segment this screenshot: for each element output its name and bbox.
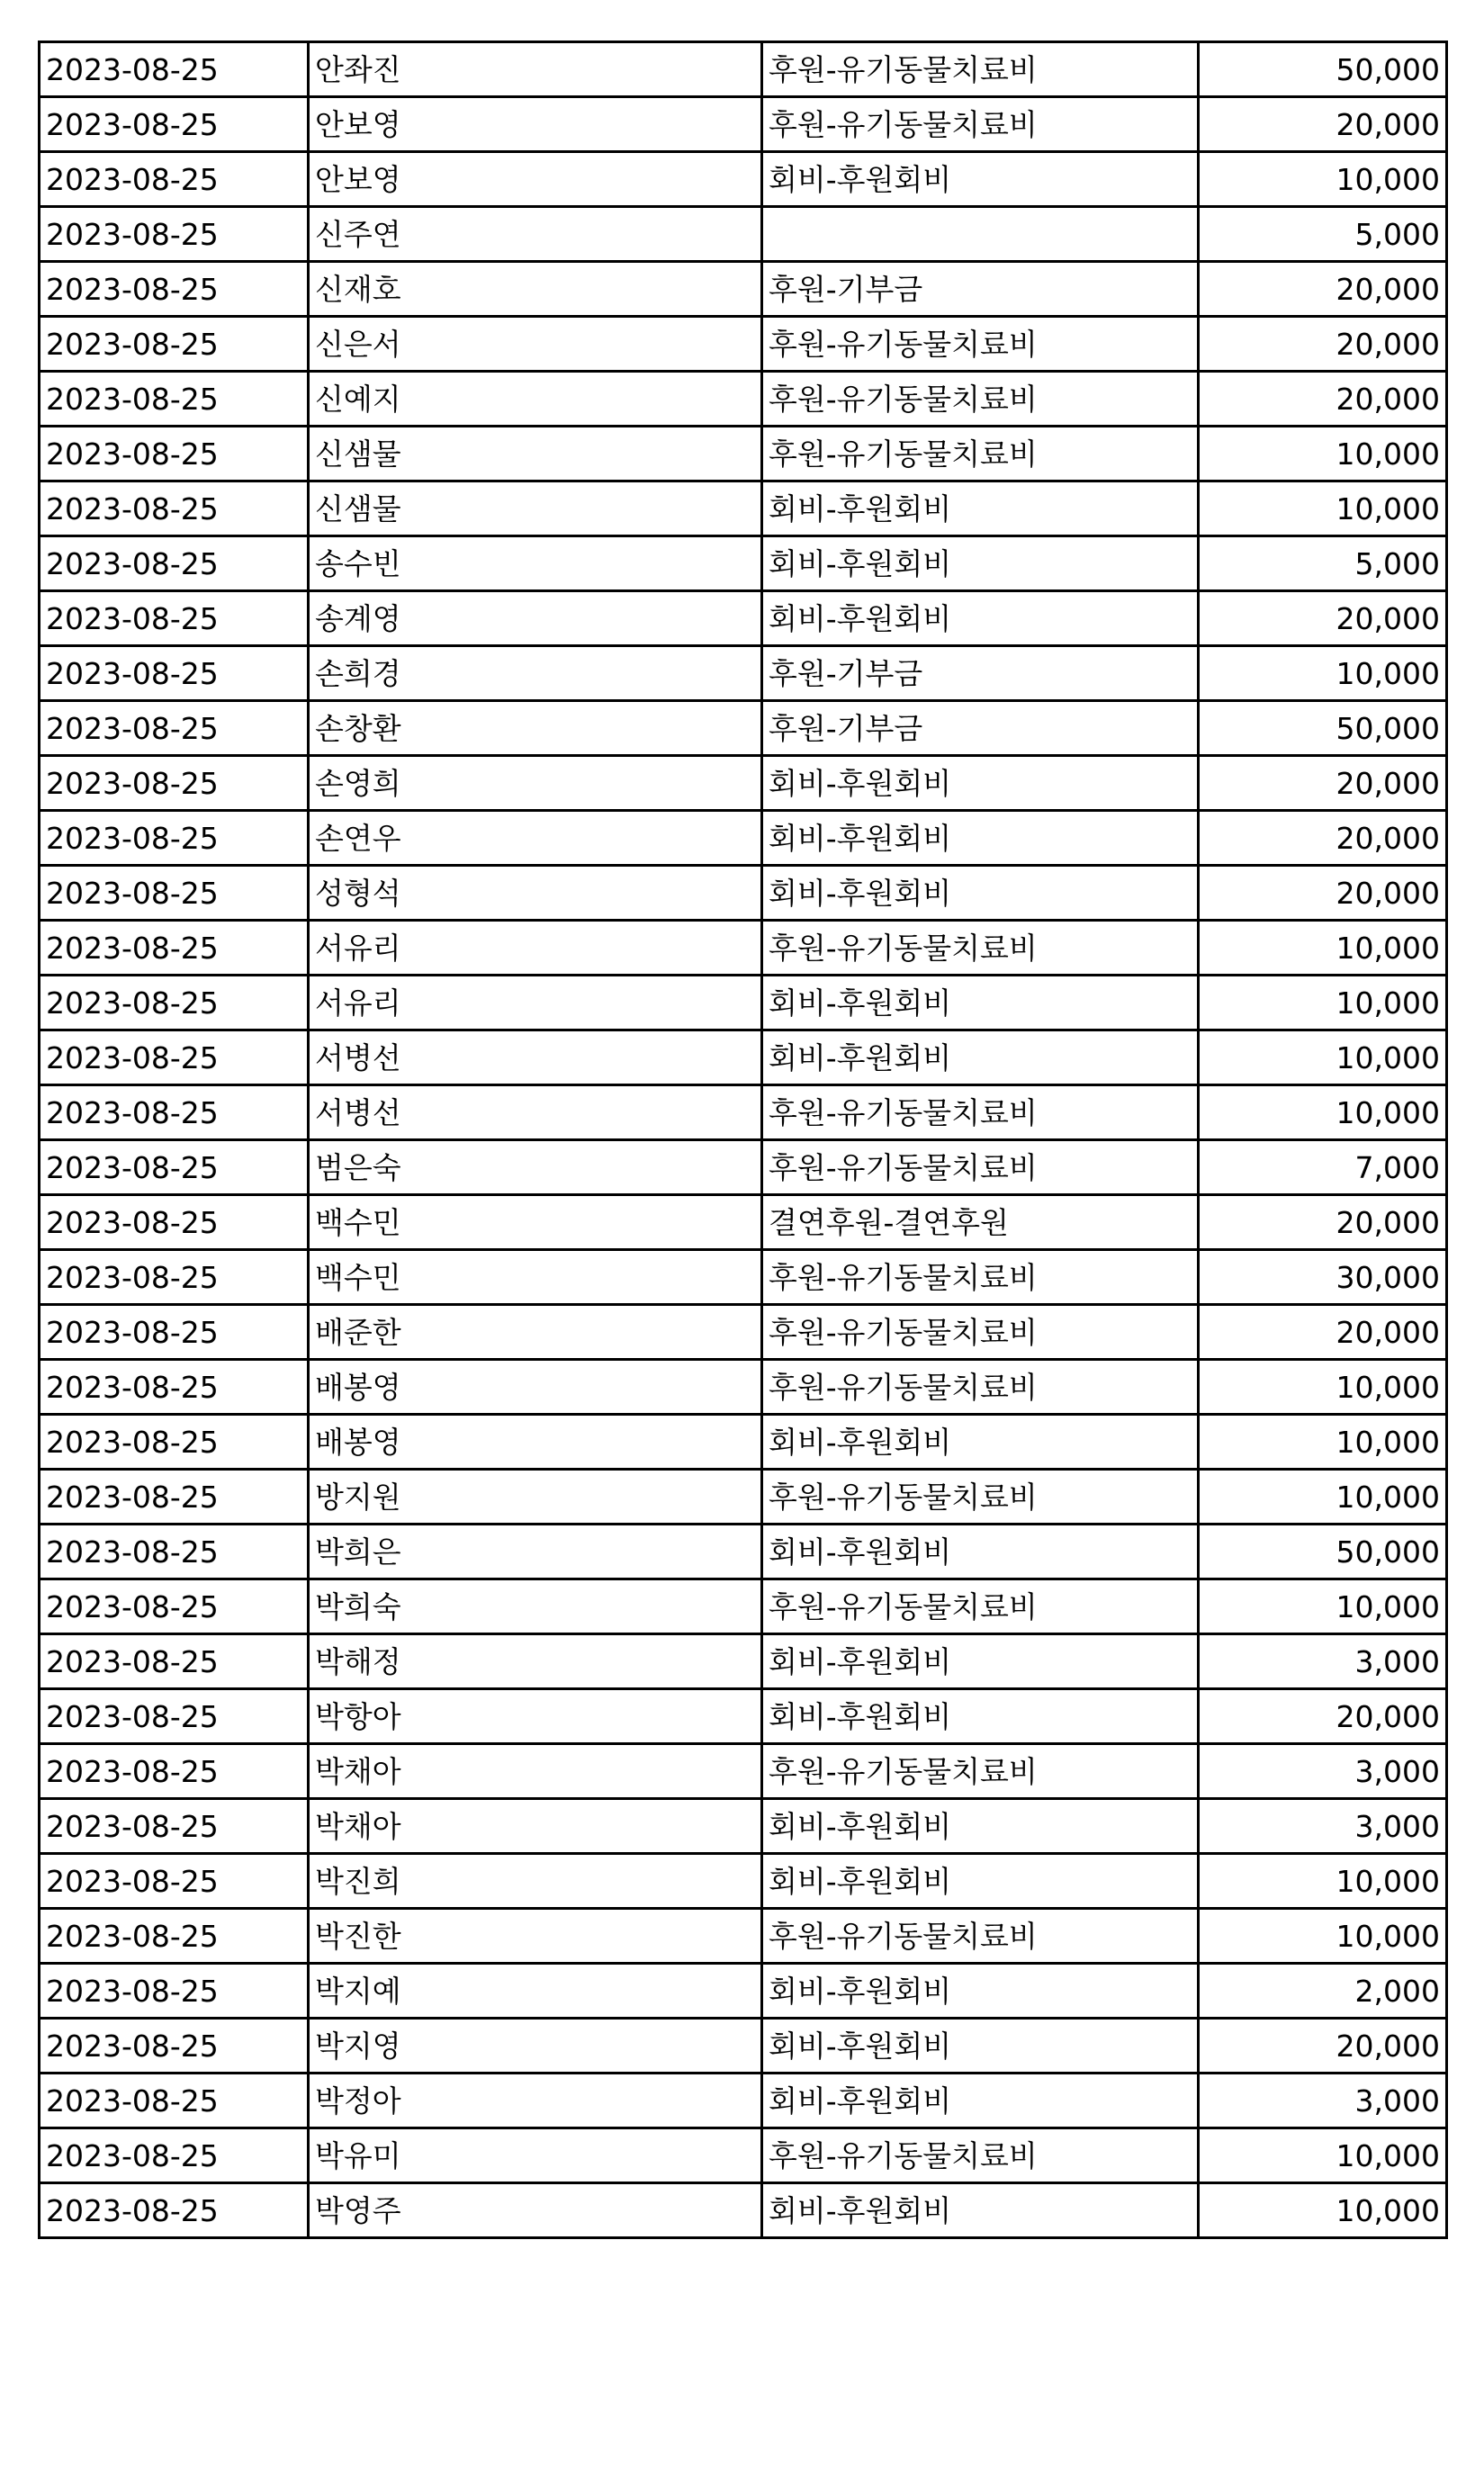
amount-cell: 50,000 bbox=[1199, 1525, 1447, 1579]
name-cell: 송계영 bbox=[309, 591, 762, 646]
category-cell: 후원-유기동물치료비 bbox=[762, 1085, 1199, 1140]
name-cell: 서유리 bbox=[309, 976, 762, 1030]
table-row bbox=[40, 1470, 1447, 1525]
name-cell: 손영희 bbox=[309, 756, 762, 811]
date-cell: 2023-08-25 bbox=[40, 152, 309, 207]
category-cell: 회비-후원회비 bbox=[762, 536, 1199, 591]
amount-cell: 50,000 bbox=[1199, 701, 1447, 756]
category-cell: 후원-유기동물치료비 bbox=[762, 317, 1199, 372]
table-row bbox=[40, 427, 1447, 481]
table-row bbox=[40, 97, 1447, 152]
category-cell: 회비-후원회비 bbox=[762, 2074, 1199, 2128]
category-cell: 회비-후원회비 bbox=[762, 866, 1199, 921]
date-cell: 2023-08-25 bbox=[40, 1579, 309, 1634]
name-cell: 방지원 bbox=[309, 1470, 762, 1525]
amount-cell: 2,000 bbox=[1199, 1964, 1447, 2019]
category-cell: 후원-유기동물치료비 bbox=[762, 1744, 1199, 1799]
table-row bbox=[40, 536, 1447, 591]
amount-cell: 10,000 bbox=[1199, 1579, 1447, 1634]
category-cell: 회비-후원회비 bbox=[762, 2183, 1199, 2238]
category-cell: 후원-유기동물치료비 bbox=[762, 372, 1199, 427]
amount-cell: 20,000 bbox=[1199, 811, 1447, 866]
name-cell: 서유리 bbox=[309, 921, 762, 976]
table-row bbox=[40, 2128, 1447, 2183]
date-cell: 2023-08-25 bbox=[40, 1250, 309, 1305]
date-cell: 2023-08-25 bbox=[40, 2183, 309, 2238]
amount-cell: 10,000 bbox=[1199, 481, 1447, 536]
date-cell: 2023-08-25 bbox=[40, 481, 309, 536]
amount-cell: 10,000 bbox=[1199, 1415, 1447, 1470]
table-row bbox=[40, 1525, 1447, 1579]
name-cell: 안보영 bbox=[309, 97, 762, 152]
name-cell: 신재호 bbox=[309, 262, 762, 317]
amount-cell: 10,000 bbox=[1199, 1470, 1447, 1525]
date-cell: 2023-08-25 bbox=[40, 921, 309, 976]
amount-cell: 10,000 bbox=[1199, 976, 1447, 1030]
category-cell: 회비-후원회비 bbox=[762, 756, 1199, 811]
category-cell bbox=[762, 207, 1199, 262]
category-cell: 후원-유기동물치료비 bbox=[762, 1579, 1199, 1634]
date-cell: 2023-08-25 bbox=[40, 1634, 309, 1689]
amount-cell: 20,000 bbox=[1199, 1689, 1447, 1744]
table-row bbox=[40, 2019, 1447, 2074]
amount-cell: 20,000 bbox=[1199, 372, 1447, 427]
date-cell: 2023-08-25 bbox=[40, 1195, 309, 1250]
amount-cell: 10,000 bbox=[1199, 2128, 1447, 2183]
name-cell: 신은서 bbox=[309, 317, 762, 372]
table-row bbox=[40, 1140, 1447, 1195]
table-row bbox=[40, 976, 1447, 1030]
table-row bbox=[40, 317, 1447, 372]
name-cell: 백수민 bbox=[309, 1195, 762, 1250]
amount-cell: 50,000 bbox=[1199, 42, 1447, 97]
table-row bbox=[40, 152, 1447, 207]
amount-cell: 10,000 bbox=[1199, 427, 1447, 481]
category-cell: 회비-후원회비 bbox=[762, 1030, 1199, 1085]
date-cell: 2023-08-25 bbox=[40, 1525, 309, 1579]
table-row bbox=[40, 701, 1447, 756]
category-cell: 후원-유기동물치료비 bbox=[762, 1140, 1199, 1195]
table-row bbox=[40, 1909, 1447, 1964]
amount-cell: 20,000 bbox=[1199, 1195, 1447, 1250]
table-row bbox=[40, 756, 1447, 811]
category-cell: 회비-후원회비 bbox=[762, 591, 1199, 646]
category-cell: 회비-후원회비 bbox=[762, 1689, 1199, 1744]
amount-cell: 20,000 bbox=[1199, 866, 1447, 921]
name-cell: 손희경 bbox=[309, 646, 762, 701]
amount-cell: 20,000 bbox=[1199, 756, 1447, 811]
date-cell: 2023-08-25 bbox=[40, 811, 309, 866]
table-row bbox=[40, 646, 1447, 701]
amount-cell: 10,000 bbox=[1199, 1030, 1447, 1085]
name-cell: 박유미 bbox=[309, 2128, 762, 2183]
name-cell: 박지예 bbox=[309, 1964, 762, 2019]
name-cell: 박희은 bbox=[309, 1525, 762, 1579]
name-cell: 박채아 bbox=[309, 1744, 762, 1799]
name-cell: 성형석 bbox=[309, 866, 762, 921]
name-cell: 박지영 bbox=[309, 2019, 762, 2074]
name-cell: 박영주 bbox=[309, 2183, 762, 2238]
table-row bbox=[40, 1799, 1447, 1854]
category-cell: 회비-후원회비 bbox=[762, 481, 1199, 536]
category-cell: 회비-후원회비 bbox=[762, 1525, 1199, 1579]
amount-cell: 10,000 bbox=[1199, 1909, 1447, 1964]
amount-cell: 20,000 bbox=[1199, 591, 1447, 646]
name-cell: 박희숙 bbox=[309, 1579, 762, 1634]
date-cell: 2023-08-25 bbox=[40, 1964, 309, 2019]
table-row bbox=[40, 2183, 1447, 2238]
name-cell: 배봉영 bbox=[309, 1360, 762, 1415]
category-cell: 회비-후원회비 bbox=[762, 2019, 1199, 2074]
name-cell: 박해정 bbox=[309, 1634, 762, 1689]
amount-cell: 10,000 bbox=[1199, 921, 1447, 976]
name-cell: 신샘물 bbox=[309, 481, 762, 536]
amount-cell: 20,000 bbox=[1199, 97, 1447, 152]
date-cell: 2023-08-25 bbox=[40, 1470, 309, 1525]
amount-cell: 10,000 bbox=[1199, 1854, 1447, 1909]
donation-ledger-table bbox=[38, 40, 1448, 2239]
name-cell: 신주연 bbox=[309, 207, 762, 262]
amount-cell: 20,000 bbox=[1199, 317, 1447, 372]
table-row bbox=[40, 207, 1447, 262]
table-row bbox=[40, 811, 1447, 866]
date-cell: 2023-08-25 bbox=[40, 756, 309, 811]
name-cell: 손창환 bbox=[309, 701, 762, 756]
date-cell: 2023-08-25 bbox=[40, 646, 309, 701]
table-row bbox=[40, 1634, 1447, 1689]
category-cell: 후원-기부금 bbox=[762, 262, 1199, 317]
category-cell: 후원-유기동물치료비 bbox=[762, 427, 1199, 481]
date-cell: 2023-08-25 bbox=[40, 372, 309, 427]
date-cell: 2023-08-25 bbox=[40, 1085, 309, 1140]
date-cell: 2023-08-25 bbox=[40, 1415, 309, 1470]
name-cell: 송수빈 bbox=[309, 536, 762, 591]
amount-cell: 3,000 bbox=[1199, 1799, 1447, 1854]
date-cell: 2023-08-25 bbox=[40, 2128, 309, 2183]
table-row bbox=[40, 591, 1447, 646]
name-cell: 신샘물 bbox=[309, 427, 762, 481]
category-cell: 후원-기부금 bbox=[762, 701, 1199, 756]
category-cell: 회비-후원회비 bbox=[762, 976, 1199, 1030]
date-cell: 2023-08-25 bbox=[40, 591, 309, 646]
category-cell: 후원-유기동물치료비 bbox=[762, 921, 1199, 976]
table-row bbox=[40, 372, 1447, 427]
amount-cell: 10,000 bbox=[1199, 646, 1447, 701]
amount-cell: 30,000 bbox=[1199, 1250, 1447, 1305]
date-cell: 2023-08-25 bbox=[40, 2019, 309, 2074]
table-row bbox=[40, 1250, 1447, 1305]
category-cell: 회비-후원회비 bbox=[762, 1799, 1199, 1854]
amount-cell: 3,000 bbox=[1199, 2074, 1447, 2128]
amount-cell: 10,000 bbox=[1199, 152, 1447, 207]
amount-cell: 7,000 bbox=[1199, 1140, 1447, 1195]
name-cell: 안좌진 bbox=[309, 42, 762, 97]
date-cell: 2023-08-25 bbox=[40, 1689, 309, 1744]
date-cell: 2023-08-25 bbox=[40, 1360, 309, 1415]
amount-cell: 5,000 bbox=[1199, 207, 1447, 262]
amount-cell: 10,000 bbox=[1199, 1085, 1447, 1140]
table-row bbox=[40, 1744, 1447, 1799]
name-cell: 안보영 bbox=[309, 152, 762, 207]
name-cell: 배준한 bbox=[309, 1305, 762, 1360]
date-cell: 2023-08-25 bbox=[40, 262, 309, 317]
amount-cell: 5,000 bbox=[1199, 536, 1447, 591]
date-cell: 2023-08-25 bbox=[40, 1140, 309, 1195]
name-cell: 백수민 bbox=[309, 1250, 762, 1305]
date-cell: 2023-08-25 bbox=[40, 317, 309, 372]
category-cell: 후원-유기동물치료비 bbox=[762, 42, 1199, 97]
amount-cell: 20,000 bbox=[1199, 262, 1447, 317]
table-row bbox=[40, 1360, 1447, 1415]
date-cell: 2023-08-25 bbox=[40, 866, 309, 921]
category-cell: 후원-유기동물치료비 bbox=[762, 2128, 1199, 2183]
table-row bbox=[40, 921, 1447, 976]
table-row bbox=[40, 1579, 1447, 1634]
amount-cell: 10,000 bbox=[1199, 2183, 1447, 2238]
date-cell: 2023-08-25 bbox=[40, 42, 309, 97]
date-cell: 2023-08-25 bbox=[40, 207, 309, 262]
category-cell: 회비-후원회비 bbox=[762, 152, 1199, 207]
name-cell: 서병선 bbox=[309, 1085, 762, 1140]
amount-cell: 3,000 bbox=[1199, 1634, 1447, 1689]
amount-cell: 3,000 bbox=[1199, 1744, 1447, 1799]
table-row bbox=[40, 42, 1447, 97]
date-cell: 2023-08-25 bbox=[40, 1909, 309, 1964]
table-row bbox=[40, 1195, 1447, 1250]
name-cell: 손연우 bbox=[309, 811, 762, 866]
date-cell: 2023-08-25 bbox=[40, 701, 309, 756]
name-cell: 범은숙 bbox=[309, 1140, 762, 1195]
category-cell: 결연후원-결연후원 bbox=[762, 1195, 1199, 1250]
category-cell: 후원-유기동물치료비 bbox=[762, 1909, 1199, 1964]
category-cell: 후원-유기동물치료비 bbox=[762, 1360, 1199, 1415]
category-cell: 후원-유기동물치료비 bbox=[762, 1470, 1199, 1525]
table-row bbox=[40, 866, 1447, 921]
date-cell: 2023-08-25 bbox=[40, 1305, 309, 1360]
date-cell: 2023-08-25 bbox=[40, 1030, 309, 1085]
date-cell: 2023-08-25 bbox=[40, 1854, 309, 1909]
date-cell: 2023-08-25 bbox=[40, 2074, 309, 2128]
amount-cell: 20,000 bbox=[1199, 1305, 1447, 1360]
name-cell: 박정아 bbox=[309, 2074, 762, 2128]
table-row bbox=[40, 2074, 1447, 2128]
category-cell: 후원-유기동물치료비 bbox=[762, 1305, 1199, 1360]
amount-cell: 10,000 bbox=[1199, 1360, 1447, 1415]
date-cell: 2023-08-25 bbox=[40, 1744, 309, 1799]
category-cell: 후원-기부금 bbox=[762, 646, 1199, 701]
name-cell: 박항아 bbox=[309, 1689, 762, 1744]
table-row bbox=[40, 262, 1447, 317]
date-cell: 2023-08-25 bbox=[40, 427, 309, 481]
table-row bbox=[40, 481, 1447, 536]
date-cell: 2023-08-25 bbox=[40, 1799, 309, 1854]
name-cell: 박채아 bbox=[309, 1799, 762, 1854]
date-cell: 2023-08-25 bbox=[40, 536, 309, 591]
name-cell: 배봉영 bbox=[309, 1415, 762, 1470]
category-cell: 회비-후원회비 bbox=[762, 811, 1199, 866]
table-row bbox=[40, 1305, 1447, 1360]
table-row bbox=[40, 1689, 1447, 1744]
ledger-body bbox=[40, 42, 1447, 2238]
category-cell: 회비-후원회비 bbox=[762, 1854, 1199, 1909]
category-cell: 후원-유기동물치료비 bbox=[762, 97, 1199, 152]
name-cell: 박진희 bbox=[309, 1854, 762, 1909]
category-cell: 회비-후원회비 bbox=[762, 1634, 1199, 1689]
name-cell: 신예지 bbox=[309, 372, 762, 427]
table-row bbox=[40, 1415, 1447, 1470]
category-cell: 회비-후원회비 bbox=[762, 1964, 1199, 2019]
table-row bbox=[40, 1030, 1447, 1085]
table-row bbox=[40, 1085, 1447, 1140]
category-cell: 회비-후원회비 bbox=[762, 1415, 1199, 1470]
name-cell: 서병선 bbox=[309, 1030, 762, 1085]
amount-cell: 20,000 bbox=[1199, 2019, 1447, 2074]
category-cell: 후원-유기동물치료비 bbox=[762, 1250, 1199, 1305]
table-row bbox=[40, 1964, 1447, 2019]
date-cell: 2023-08-25 bbox=[40, 976, 309, 1030]
table-row bbox=[40, 1854, 1447, 1909]
date-cell: 2023-08-25 bbox=[40, 97, 309, 152]
name-cell: 박진한 bbox=[309, 1909, 762, 1964]
